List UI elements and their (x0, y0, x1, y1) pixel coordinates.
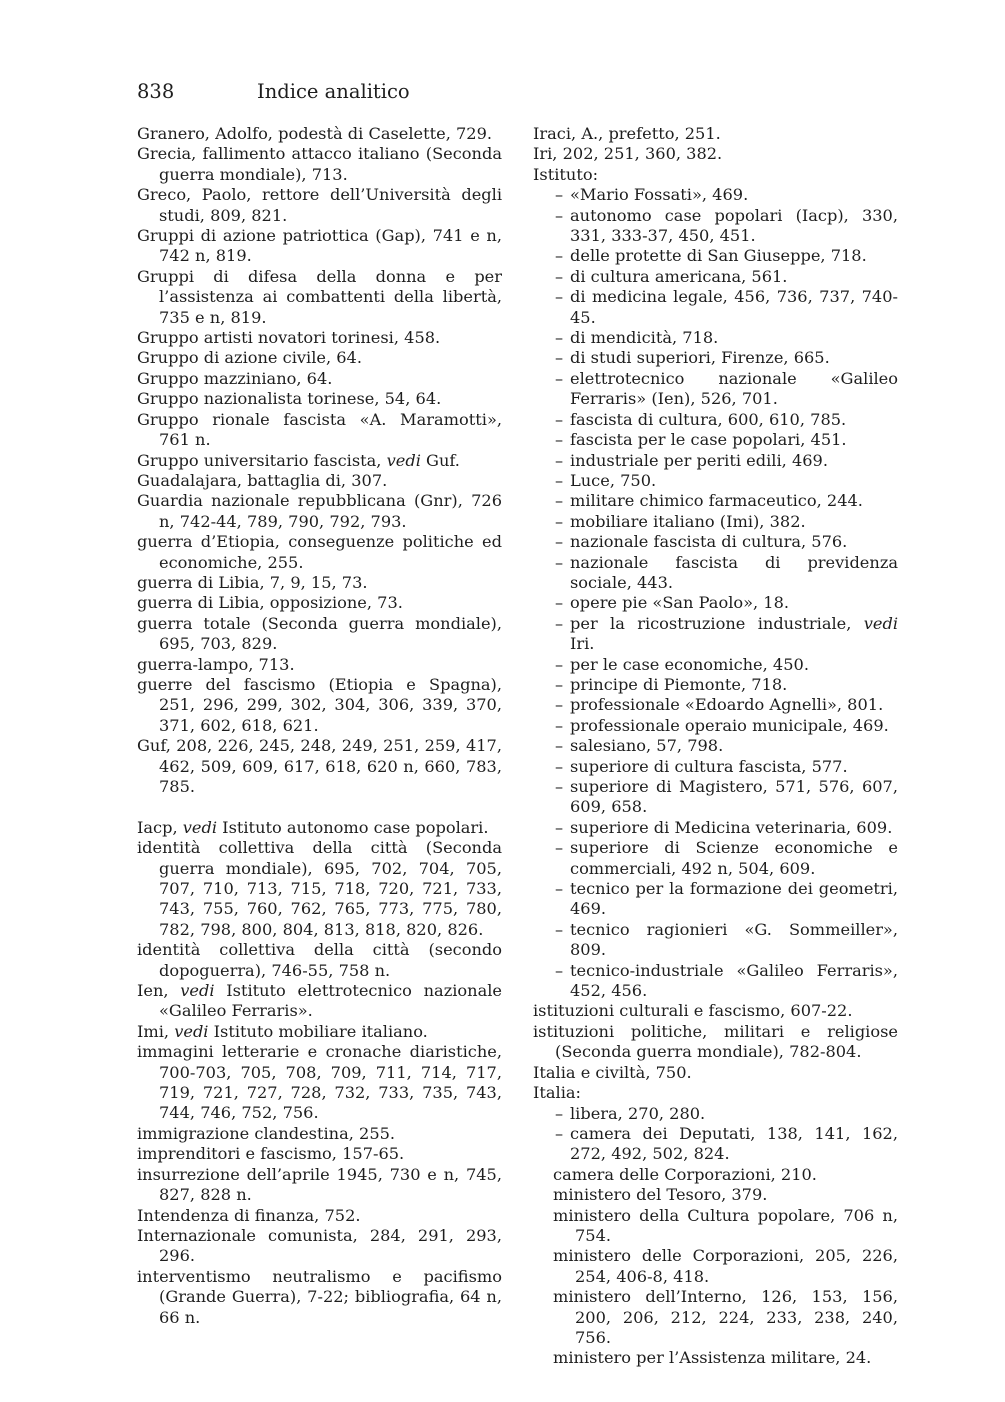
entry-text: tecnico ragionieri «G. Sommeiller», 809. (570, 919, 898, 960)
index-subentry (533, 410, 898, 430)
entry-text: istituzioni politiche, militari e religiose (Seconda guerra mondiale), 782-804. (533, 1021, 898, 1062)
index-subentry (533, 879, 898, 920)
entry-text: Iraci, A., prefetto, 251. (533, 124, 721, 143)
subentry-dash: – (555, 674, 564, 694)
index-entry (137, 348, 502, 368)
index-subentry (533, 920, 898, 961)
entry-gap (137, 797, 502, 817)
subentry-dash: – (555, 328, 564, 348)
subentry-dash: – (555, 348, 564, 368)
index-subentry (533, 593, 898, 613)
index-entry (533, 1022, 898, 1063)
index-entry (137, 736, 502, 797)
index-entry (137, 838, 502, 940)
index-subentry (533, 267, 898, 287)
index-subentry (533, 451, 898, 471)
entry-text: Granero, Adolfo, podestà di Caselette, 729. (137, 124, 493, 143)
entry-text: Imi, (137, 1021, 175, 1041)
entry-text: Gruppi di difesa della donna e per l’assistenza ai combattenti della libertà, 735 e n, 819. (137, 266, 502, 327)
index-entry (533, 1083, 898, 1103)
entry-text: fascista per le case popolari, 451. (570, 430, 847, 450)
index-entry (137, 1165, 502, 1206)
entry-text: identità collettiva della città (Seconda guerra mondiale), 695, 702, 704, 705, 707, 710, 713, 715, 718, 720, 721, 733, 743, 755, 760, 762, 765, 773, 775, 780, 782, 798, 800, 804, 813, 818, 820, 826. (137, 838, 502, 939)
index-subentry (533, 1124, 898, 1165)
subentry-dash: – (555, 593, 564, 613)
entry-text: Istituto: (533, 164, 599, 184)
entry-crossref: vedi (386, 450, 421, 470)
entry-text: Gruppo artisti novatori torinesi, 458. (137, 328, 441, 348)
entry-text: ministero delle Corporazioni, 205, 226, 254, 406-8, 418. (553, 1246, 898, 1286)
entry-text: Intendenza di finanza, 752. (137, 1205, 361, 1225)
entry-text: Guadalajara, battaglia di, 307. (137, 470, 388, 490)
entry-text: industriale per periti edili, 469. (570, 450, 828, 470)
index-entry (137, 1022, 502, 1042)
entry-text: di medicina legale, 456, 736, 737, 740-45. (570, 287, 898, 327)
index-entry (137, 1124, 502, 1144)
entry-text: mobiliare italiano (Imi), 382. (570, 511, 806, 531)
entry-text: immagini letterarie e cronache diaristiche, 700-703, 705, 708, 709, 711, 714, 717, 719, 721, 727, 728, 732, 733, 735, 743, 744, 746, 752, 756. (137, 1042, 502, 1123)
entry-text: di studi superiori, Firenze, 665. (570, 348, 830, 368)
entry-text: insurrezione dell’aprile 1945, 730 e n, 745, 827, 828 n. (137, 1164, 502, 1205)
subentry-dash: – (555, 654, 564, 674)
subentry-dash: – (555, 919, 564, 939)
index-entry (137, 226, 502, 267)
subentry-dash: – (555, 491, 564, 511)
index-subentry (533, 246, 898, 266)
entry-text: Luce, 750. (570, 470, 657, 490)
index-subentry (533, 1104, 898, 1124)
index-entry (137, 185, 502, 226)
index-entry (137, 532, 502, 573)
entry-text: professionale operaio municipale, 469. (570, 715, 889, 735)
index-subentry (533, 1206, 898, 1247)
subentry-dash: – (555, 1103, 564, 1123)
index-entry (137, 410, 502, 451)
index-subentry (533, 1287, 898, 1348)
entry-text: Italia: (533, 1083, 582, 1103)
index-subentry (533, 369, 898, 410)
index-entry (137, 675, 502, 736)
index-subentry (533, 655, 898, 675)
index-entry (533, 165, 898, 185)
subentry-dash: – (555, 430, 564, 450)
index-subentry (533, 614, 898, 655)
entry-text: principe di Piemonte, 718. (570, 674, 788, 694)
entry-crossref: vedi (180, 981, 215, 1001)
subentry-dash: – (555, 368, 564, 388)
entry-text: Iacp, (137, 817, 183, 837)
entry-text: Internazionale comunista, 284, 291, 293, 296. (137, 1225, 502, 1266)
subentry-dash: – (555, 613, 564, 633)
entry-text: ministero del Tesoro, 379. (553, 1185, 768, 1205)
index-entry (137, 389, 502, 409)
entry-text: Italia e civiltà, 750. (533, 1062, 692, 1082)
entry-text: nazionale fascista di cultura, 576. (570, 532, 848, 552)
index-subentry (533, 818, 898, 838)
subentry-dash: – (555, 879, 564, 899)
index-entry (137, 328, 502, 348)
entry-text: superiore di Magistero, 571, 576, 607, 609, 658. (570, 777, 898, 817)
index-entry (137, 1144, 502, 1164)
entry-crossref-target: Guf. (420, 450, 460, 470)
subentry-dash: – (555, 838, 564, 858)
index-entry (533, 1001, 898, 1021)
page-number: 838 (137, 80, 175, 103)
entry-text: Grecia, fallimento attacco italiano (Seconda guerra mondiale), 713. (137, 144, 502, 184)
index-entry (137, 451, 502, 471)
entry-text: Guf, 208, 226, 245, 248, 249, 251, 259, 417, 462, 509, 609, 617, 618, 620 n, 660, 783, 785. (137, 736, 502, 796)
entry-crossref: vedi (174, 1021, 209, 1041)
entry-text: Ien, (137, 981, 181, 1001)
entry-text: professionale «Edoardo Agnelli», 801. (570, 695, 884, 715)
index-entry (137, 614, 502, 655)
entry-text: camera delle Corporazioni, 210. (553, 1164, 817, 1184)
subentry-dash: – (555, 205, 564, 225)
subentry-dash: – (555, 817, 564, 837)
index-entry (137, 818, 502, 838)
subentry-dash: – (555, 715, 564, 735)
entry-crossref-target: Istituto elettrotecnico nazionale «Galileo Ferraris». (159, 981, 502, 1021)
index-entry (137, 369, 502, 389)
entry-text: camera dei Deputati, 138, 141, 162, 272, 492, 502, 824. (570, 1123, 898, 1164)
index-entry (137, 144, 502, 185)
subentry-dash: – (555, 470, 564, 490)
entry-text: di mendicità, 718. (570, 328, 719, 348)
entry-text: ministero per l’Assistenza militare, 24. (553, 1348, 872, 1368)
entry-text: guerra totale (Seconda guerra mondiale), 695, 703, 829. (137, 613, 502, 654)
index-subentry (533, 471, 898, 491)
index-subentry (533, 757, 898, 777)
index-entry (137, 940, 502, 981)
entry-text: per le case economiche, 450. (570, 654, 809, 674)
entry-text: Gruppo universitario fascista, (137, 450, 387, 470)
entry-crossref-target: Istituto autonomo case popolari. (217, 817, 489, 837)
subentry-dash: – (555, 246, 564, 266)
entry-text: «Mario Fossati», 469. (570, 185, 749, 205)
index-entry (533, 1063, 898, 1083)
subentry-dash: – (555, 960, 564, 980)
entry-text: ministero della Cultura popolare, 706 n, 754. (553, 1205, 898, 1245)
index-entry (533, 124, 898, 144)
index-subentry (533, 491, 898, 511)
index-subentry (533, 512, 898, 532)
index-subentry (533, 1165, 898, 1185)
entry-text: superiore di Medicina veterinaria, 609. (570, 817, 893, 837)
index-subentry (533, 430, 898, 450)
index-subentry (533, 838, 898, 879)
index-subentry (533, 287, 898, 328)
entry-text: superiore di Scienze economiche e commerciali, 492 n, 504, 609. (570, 838, 898, 878)
subentry-dash: – (555, 777, 564, 796)
entry-text: militare chimico farmaceutico, 244. (570, 491, 863, 511)
subentry-dash: – (555, 736, 564, 756)
page-header (137, 80, 410, 103)
entry-text: superiore di cultura fascista, 577. (570, 756, 848, 776)
subentry-dash: – (555, 695, 564, 715)
subentry-dash: – (555, 266, 564, 286)
entry-text: salesiano, 57, 798. (570, 736, 724, 756)
index-entry (137, 593, 502, 613)
entry-text: interventismo neutralismo e pacifismo (Grande Guerra), 7-22; bibliografia, 64 n, 66 n. (137, 1266, 502, 1327)
entry-text: istituzioni culturali e fascismo, 607-22. (533, 1001, 853, 1021)
entry-text: imprenditori e fascismo, 157-65. (137, 1144, 405, 1164)
index-column-left (137, 124, 502, 1328)
entry-text: Gruppo nazionalista torinese, 54, 64. (137, 389, 442, 409)
index-subentry (533, 348, 898, 368)
index-entry (137, 981, 502, 1022)
entry-text: immigrazione clandestina, 255. (137, 1123, 396, 1143)
index-entry (137, 471, 502, 491)
index-subentry (533, 206, 898, 247)
index-subentry (533, 695, 898, 715)
index-subentry (533, 1348, 898, 1368)
entry-text: ministero dell’Interno, 126, 153, 156, 200, 206, 212, 224, 233, 238, 240, 756. (553, 1287, 898, 1347)
entry-text: tecnico per la formazione dei geometri, 469. (570, 879, 898, 919)
subentry-dash: – (555, 287, 564, 307)
entry-text: Gruppo rionale fascista «A. Maramotti», 761 n. (137, 409, 502, 450)
subentry-dash: – (555, 450, 564, 470)
page-title: Indice analitico (257, 80, 410, 103)
subentry-dash: – (555, 185, 564, 205)
entry-text: Gruppi di azione patriottica (Gap), 741 e n, 742 n, 819. (137, 226, 502, 266)
index-subentry (533, 1246, 898, 1287)
entry-crossref-target: Iri. (570, 634, 595, 654)
entry-crossref: vedi (182, 817, 218, 837)
entry-text: Gruppo di azione civile, 64. (137, 348, 363, 368)
subentry-dash: – (555, 409, 564, 429)
entry-text: Iri, 202, 251, 360, 382. (533, 144, 723, 164)
index-column-right (533, 124, 898, 1369)
subentry-dash: – (555, 511, 564, 531)
index-entry (137, 1226, 502, 1267)
entry-text: Gruppo mazziniano, 64. (137, 368, 333, 388)
index-subentry (533, 716, 898, 736)
index-entry (137, 573, 502, 593)
entry-text: guerra-lampo, 713. (137, 654, 295, 674)
index-entry (533, 144, 898, 164)
entry-text: guerra di Libia, opposizione, 73. (137, 593, 403, 613)
entry-text: tecnico-industriale «Galileo Ferraris», 452, 456. (570, 960, 898, 1001)
index-entry (137, 1206, 502, 1226)
subentry-dash: – (555, 552, 564, 572)
index-entry (137, 1267, 502, 1328)
entry-text: per la ricostruzione industriale, (570, 613, 864, 633)
index-subentry (533, 961, 898, 1002)
entry-crossref-target: Istituto mobiliare italiano. (208, 1021, 428, 1041)
entry-text: libera, 270, 280. (570, 1103, 706, 1123)
subentry-dash: – (555, 756, 564, 776)
index-subentry (533, 675, 898, 695)
entry-text: fascista di cultura, 600, 610, 785. (570, 409, 847, 429)
index-entry (137, 124, 502, 144)
index-entry (137, 491, 502, 532)
entry-text: guerre del fascismo (Etiopia e Spagna), 251, 296, 299, 302, 304, 306, 339, 370, 371, 602, 618, 621. (137, 674, 502, 735)
index-subentry (533, 1185, 898, 1205)
entry-text: identità collettiva della città (secondo dopoguerra), 746-55, 758 n. (137, 940, 502, 980)
index-entry (137, 655, 502, 675)
entry-text: delle protette di San Giuseppe, 718. (570, 246, 867, 266)
subentry-dash: – (555, 1123, 564, 1143)
index-subentry (533, 532, 898, 552)
entry-text: Greco, Paolo, rettore dell’Università degli studi, 809, 821. (137, 185, 502, 225)
index-subentry (533, 328, 898, 348)
entry-text: Guardia nazionale repubblicana (Gnr), 726 n, 742-44, 789, 790, 792, 793. (137, 491, 502, 531)
index-subentry (533, 185, 898, 205)
entry-crossref: vedi (863, 613, 898, 633)
entry-text: di cultura americana, 561. (570, 266, 788, 286)
subentry-dash: – (555, 532, 564, 552)
entry-text: guerra d’Etiopia, conseguenze politiche ed economiche, 255. (137, 532, 502, 572)
index-entry (137, 1042, 502, 1124)
entry-text: elettrotecnico nazionale «Galileo Ferraris» (Ien), 526, 701. (570, 368, 898, 409)
entry-text: opere pie «San Paolo», 18. (570, 593, 790, 613)
entry-text: nazionale fascista di previdenza sociale, 443. (570, 552, 898, 592)
entry-text: autonomo case popolari (Iacp), 330, 331, 333-37, 450, 451. (570, 205, 898, 246)
index-subentry (533, 777, 898, 818)
entry-text: guerra di Libia, 7, 9, 15, 73. (137, 572, 368, 592)
index-subentry (533, 736, 898, 756)
index-subentry (533, 553, 898, 594)
index-entry (137, 267, 502, 328)
